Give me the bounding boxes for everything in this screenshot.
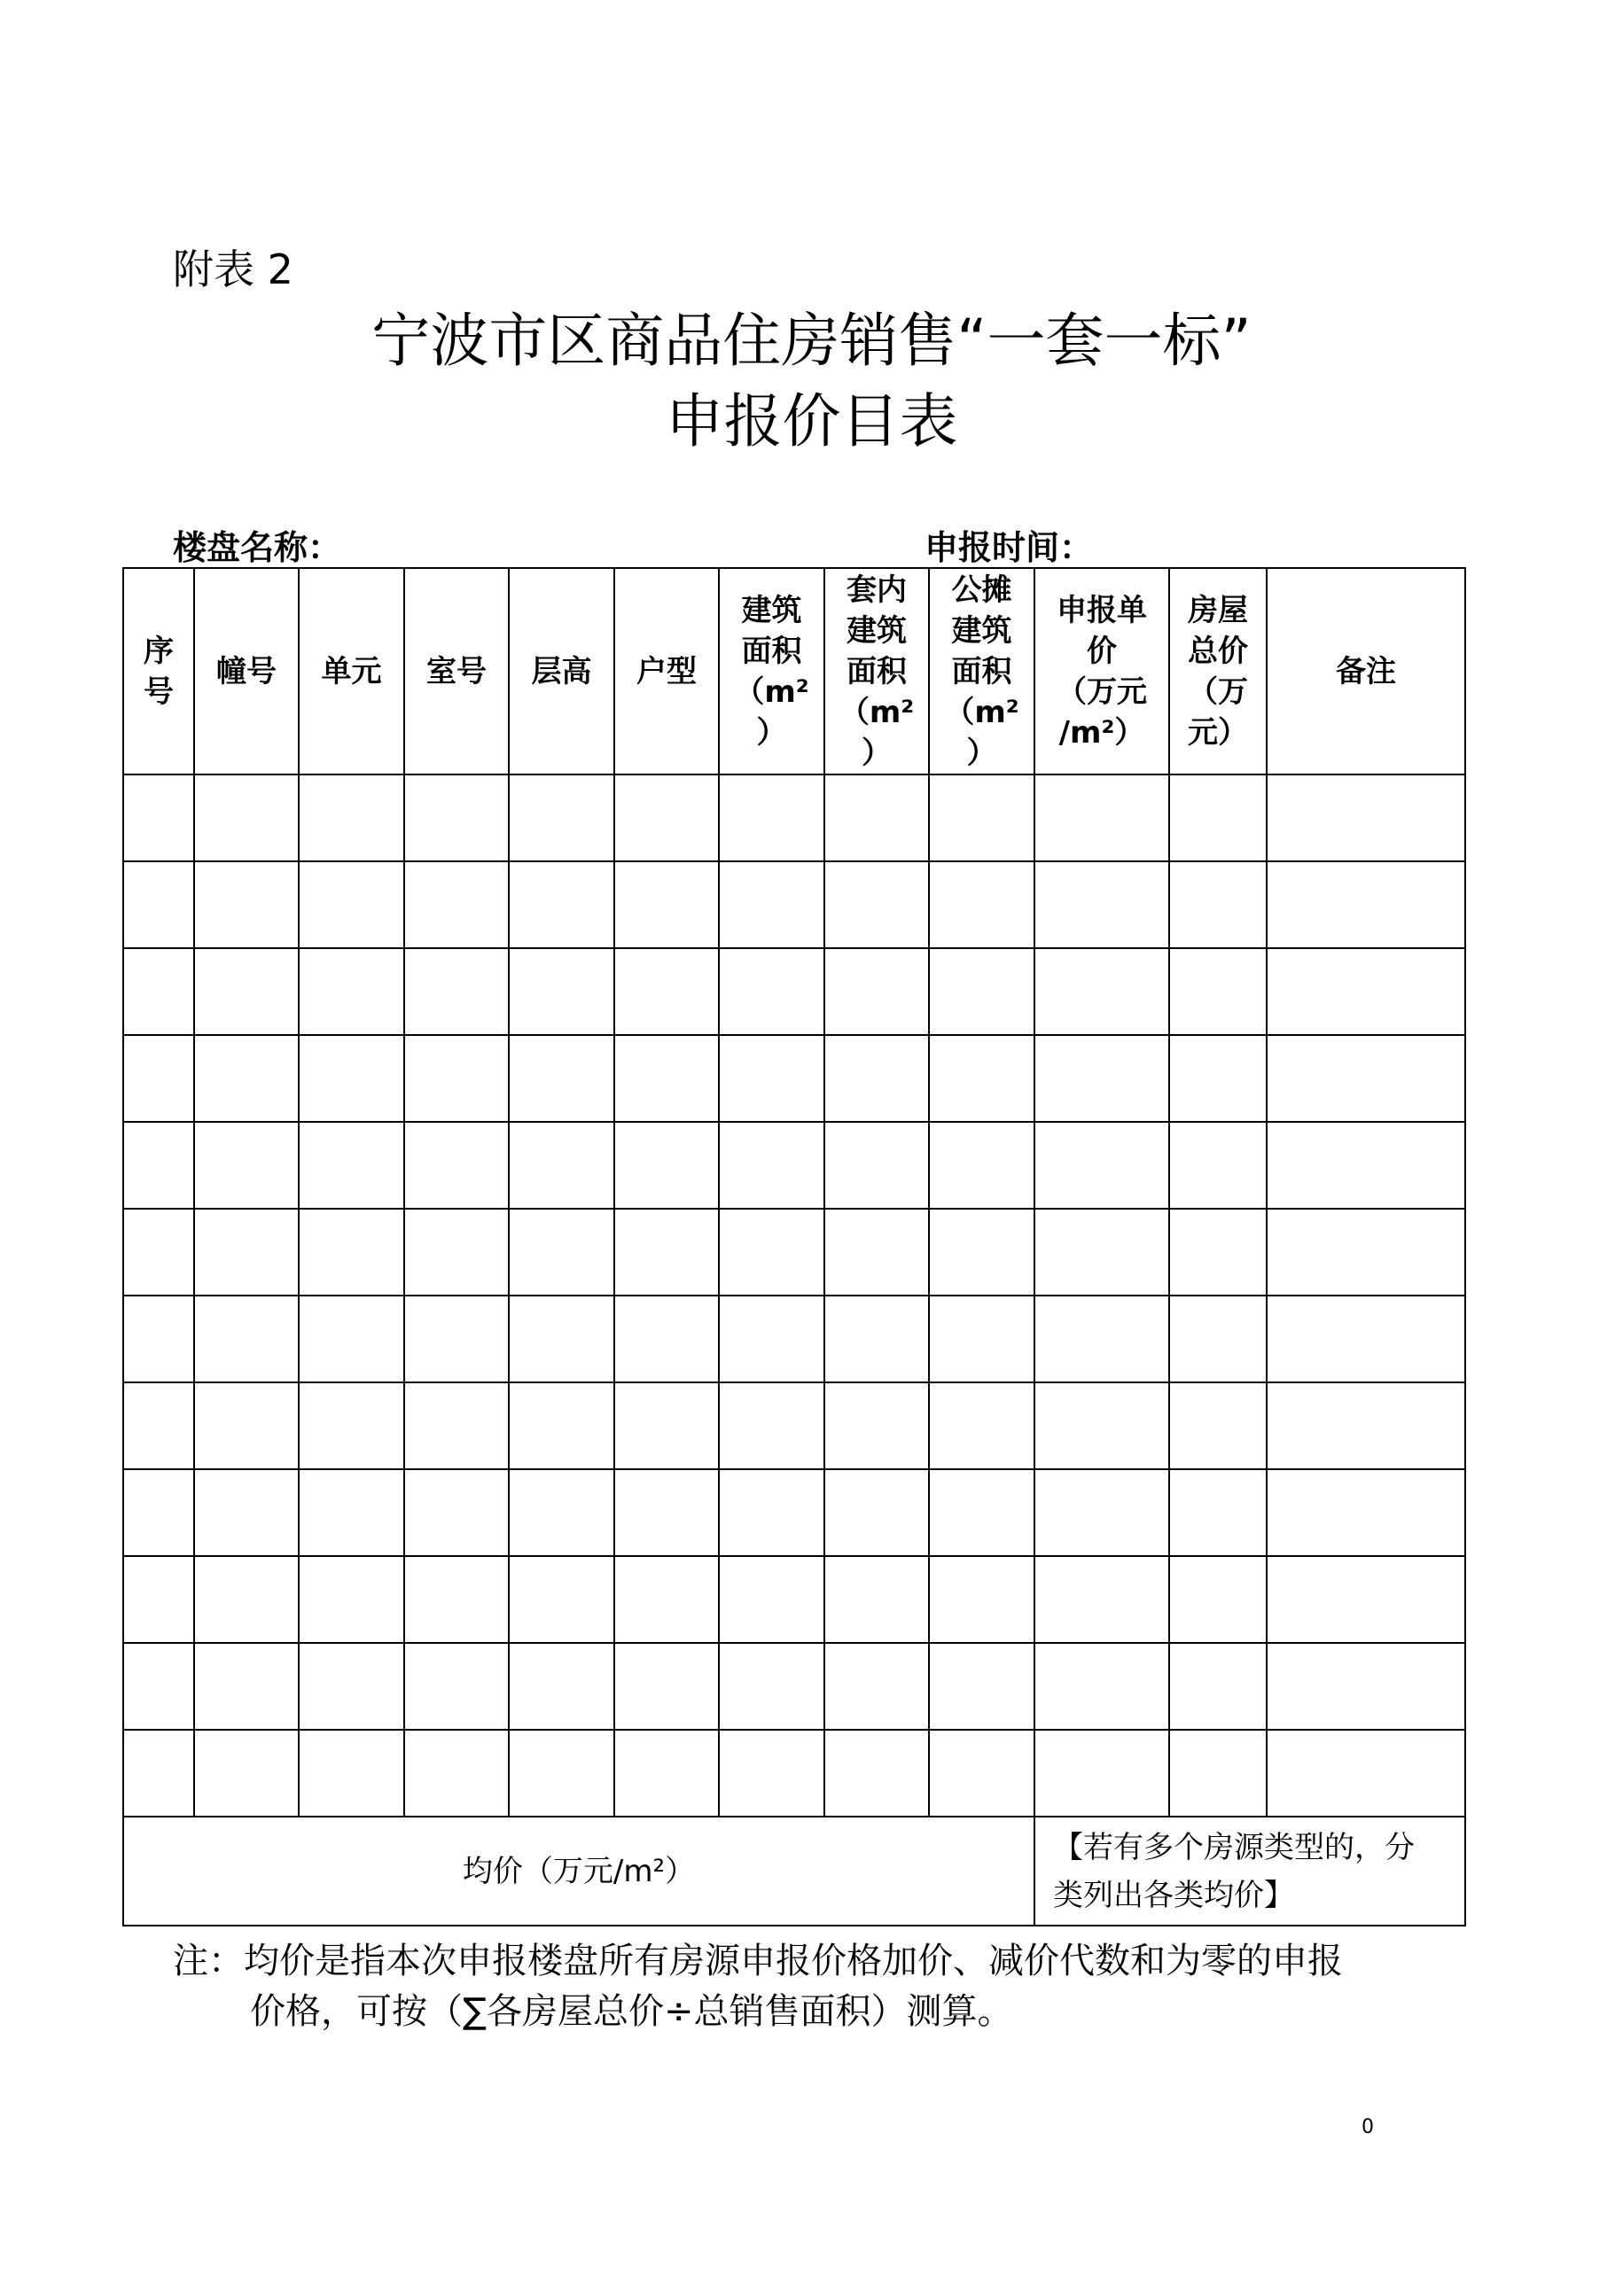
table-cell[interactable] [719,948,824,1035]
table-cell[interactable] [1169,861,1267,948]
table-cell[interactable] [299,948,404,1035]
table-cell[interactable] [404,1730,509,1817]
table-cell[interactable] [194,774,299,861]
table-cell[interactable] [614,948,719,1035]
table-cell[interactable] [824,861,929,948]
header-cell-unit-price: 申报单 价 （万元 /m²） [1034,568,1169,774]
table-cell[interactable] [1034,1122,1169,1209]
table-cell[interactable] [1169,1296,1267,1382]
header-cell-floor-height: 层高 [509,568,614,774]
table-row [123,1556,1465,1643]
document-title-line1: 宁波市区商品住房销售“一套一标” [371,307,1252,375]
table-cell[interactable] [929,1209,1034,1296]
table-cell[interactable] [123,1469,194,1556]
table-header-row [123,568,1465,774]
table-cell[interactable] [404,774,509,861]
table-cell[interactable] [299,1556,404,1643]
price-declaration-table [122,567,1466,1926]
table-row [123,1643,1465,1730]
table-cell[interactable] [719,1209,824,1296]
table-row [123,861,1465,948]
header-cell-inner-area: 套内 建筑 面积 （m² ） [824,568,929,774]
table-cell[interactable] [194,1296,299,1382]
table-cell[interactable] [123,1209,194,1296]
table-cell[interactable] [1034,1730,1169,1817]
table-cell[interactable] [123,861,194,948]
table-cell[interactable] [1034,1469,1169,1556]
table-cell[interactable] [1169,1122,1267,1209]
table-cell[interactable] [824,1556,929,1643]
table-cell[interactable] [614,1296,719,1382]
table-cell[interactable] [194,1469,299,1556]
table-cell[interactable] [299,1296,404,1382]
table-cell[interactable] [1034,1209,1169,1296]
table-cell[interactable] [404,1122,509,1209]
table-cell[interactable] [1267,774,1465,861]
table-cell[interactable] [824,774,929,861]
header-cell-total-price: 房屋 总价 （万 元） [1169,568,1267,774]
table-cell[interactable] [509,1122,614,1209]
table-cell[interactable] [299,1469,404,1556]
table-cell[interactable] [123,774,194,861]
footnote-line2: 价格，可按（∑各房屋总价÷总销售面积）测算。 [250,1991,1013,2032]
table-cell[interactable] [509,1730,614,1817]
table-cell[interactable] [719,1556,824,1643]
table-row [123,1209,1465,1296]
table-cell[interactable] [929,774,1034,861]
table-cell[interactable] [719,1469,824,1556]
header-cell-index: 序 号 [123,568,194,774]
table-cell[interactable] [1169,774,1267,861]
table-cell[interactable] [1034,1035,1169,1122]
table-cell[interactable] [929,948,1034,1035]
table-cell[interactable] [614,1643,719,1730]
table-cell[interactable] [299,1122,404,1209]
table-cell[interactable] [509,1382,614,1469]
table-cell[interactable] [719,1382,824,1469]
table-cell[interactable] [929,1122,1034,1209]
table-cell[interactable] [1034,1643,1169,1730]
table-cell[interactable] [614,1382,719,1469]
table-cell[interactable] [509,1643,614,1730]
table-cell[interactable] [1267,1209,1465,1296]
table-cell[interactable] [929,1556,1034,1643]
average-price-note: 【若有多个房源类型的，分 类列出各类均价】 [1034,1817,1465,1926]
header-cell-remarks: 备注 [1267,568,1465,774]
table-cell[interactable] [194,1035,299,1122]
table-cell[interactable] [824,948,929,1035]
table-cell[interactable] [1267,1382,1465,1469]
table-cell[interactable] [404,861,509,948]
table-cell[interactable] [123,1035,194,1122]
table-cell[interactable] [1267,1556,1465,1643]
table-cell[interactable] [1267,948,1465,1035]
table-cell[interactable] [1267,1730,1465,1817]
table-row [123,1469,1465,1556]
table-cell[interactable] [509,861,614,948]
table-cell[interactable] [1034,948,1169,1035]
table-cell[interactable] [299,1382,404,1469]
table-cell[interactable] [824,1730,929,1817]
table-cell[interactable] [1034,1296,1169,1382]
header-cell-gross-area: 建筑 面积 （m² ） [719,568,824,774]
table-cell[interactable] [719,1730,824,1817]
declare-time-label: 申报时间： [925,528,1094,567]
table-cell[interactable] [1034,1382,1169,1469]
table-cell[interactable] [1169,1469,1267,1556]
table-cell[interactable] [123,1122,194,1209]
table-cell[interactable] [1034,1556,1169,1643]
table-cell[interactable] [123,1296,194,1382]
table-cell[interactable] [824,1469,929,1556]
table-cell[interactable] [719,774,824,861]
table-cell[interactable] [719,1296,824,1382]
table-cell[interactable] [1169,1209,1267,1296]
table-row [123,1382,1465,1469]
table-cell[interactable] [1169,1730,1267,1817]
table-cell[interactable] [299,1209,404,1296]
table-cell[interactable] [123,1556,194,1643]
table-cell[interactable] [299,1035,404,1122]
page-number: 0 [1362,2116,1374,2138]
table-cell[interactable] [614,861,719,948]
table-cell[interactable] [929,1382,1034,1469]
table-cell[interactable] [299,1643,404,1730]
table-cell[interactable] [123,1643,194,1730]
table-cell[interactable] [824,1296,929,1382]
table-cell[interactable] [929,1035,1034,1122]
table-cell[interactable] [509,1556,614,1643]
table-cell[interactable] [1267,1122,1465,1209]
table-cell[interactable] [123,1730,194,1817]
table-cell[interactable] [1267,1643,1465,1730]
table-cell[interactable] [824,1643,929,1730]
table-cell[interactable] [194,1382,299,1469]
table-cell[interactable] [509,774,614,861]
table-cell[interactable] [1267,1469,1465,1556]
table-cell[interactable] [299,774,404,861]
table-cell[interactable] [614,1730,719,1817]
table-cell[interactable] [719,1122,824,1209]
table-cell[interactable] [404,948,509,1035]
table-cell[interactable] [1034,861,1169,948]
table-cell[interactable] [719,1643,824,1730]
table-cell[interactable] [404,1382,509,1469]
table-cell[interactable] [614,1209,719,1296]
table-cell[interactable] [1267,861,1465,948]
header-cell-shared-area: 公摊 建筑 面积 （m² ） [929,568,1034,774]
table-cell[interactable] [1169,1035,1267,1122]
table-cell[interactable] [299,861,404,948]
table-cell[interactable] [194,1643,299,1730]
project-name-label: 楼盘名称： [173,528,342,567]
header-cell-unit: 单元 [299,568,404,774]
table-cell[interactable] [404,1469,509,1556]
table-cell[interactable] [509,1296,614,1382]
table-cell[interactable] [929,1296,1034,1382]
header-cell-building: 幢号 [194,568,299,774]
table-cell[interactable] [404,1556,509,1643]
document-title-line2: 申报价目表 [665,387,958,455]
table-cell[interactable] [194,1556,299,1643]
table-cell[interactable] [719,861,824,948]
table-cell[interactable] [614,1556,719,1643]
table-cell[interactable] [404,1296,509,1382]
table-row [123,1035,1465,1122]
table-row [123,774,1465,861]
table-cell[interactable] [194,1122,299,1209]
table-cell[interactable] [824,1122,929,1209]
table-cell[interactable] [614,1122,719,1209]
table-cell[interactable] [194,948,299,1035]
table-cell[interactable] [614,774,719,861]
table-cell[interactable] [1169,1382,1267,1469]
table-cell[interactable] [509,1035,614,1122]
header-cell-room: 室号 [404,568,509,774]
table-cell[interactable] [614,1469,719,1556]
table-cell[interactable] [719,1035,824,1122]
footnote-line1: 注：均价是指本次申报楼盘所有房源申报价格加价、减价代数和为零的申报 [173,1941,1343,1981]
table-cell[interactable] [929,1730,1034,1817]
table-cell[interactable] [614,1035,719,1122]
table-cell[interactable] [194,861,299,948]
table-cell[interactable] [824,1035,929,1122]
attachment-label: 附表 2 [173,245,293,293]
table-cell[interactable] [1169,1556,1267,1643]
table-cell[interactable] [929,1643,1034,1730]
table-cell[interactable] [404,1209,509,1296]
table-row [123,1296,1465,1382]
table-cell[interactable] [194,1730,299,1817]
table-cell[interactable] [1267,1035,1465,1122]
table-cell[interactable] [123,948,194,1035]
table-cell[interactable] [1169,1643,1267,1730]
table-cell[interactable] [404,1643,509,1730]
header-cell-layout: 户型 [614,568,719,774]
table-cell[interactable] [509,1469,614,1556]
table-cell[interactable] [509,948,614,1035]
table-cell[interactable] [1169,948,1267,1035]
table-cell[interactable] [194,1209,299,1296]
table-row [123,1730,1465,1817]
table-row [123,948,1465,1035]
average-price-row [123,1817,1465,1926]
table-cell[interactable] [299,1730,404,1817]
table-cell[interactable] [1267,1296,1465,1382]
table-cell[interactable] [824,1382,929,1469]
table-cell[interactable] [1034,774,1169,861]
table-cell[interactable] [824,1209,929,1296]
average-price-label: 均价（万元/m²） [123,1817,1034,1926]
table-cell[interactable] [404,1035,509,1122]
table-cell[interactable] [509,1209,614,1296]
table-cell[interactable] [929,1469,1034,1556]
table-row [123,1122,1465,1209]
table-cell[interactable] [929,861,1034,948]
table-cell[interactable] [123,1382,194,1469]
